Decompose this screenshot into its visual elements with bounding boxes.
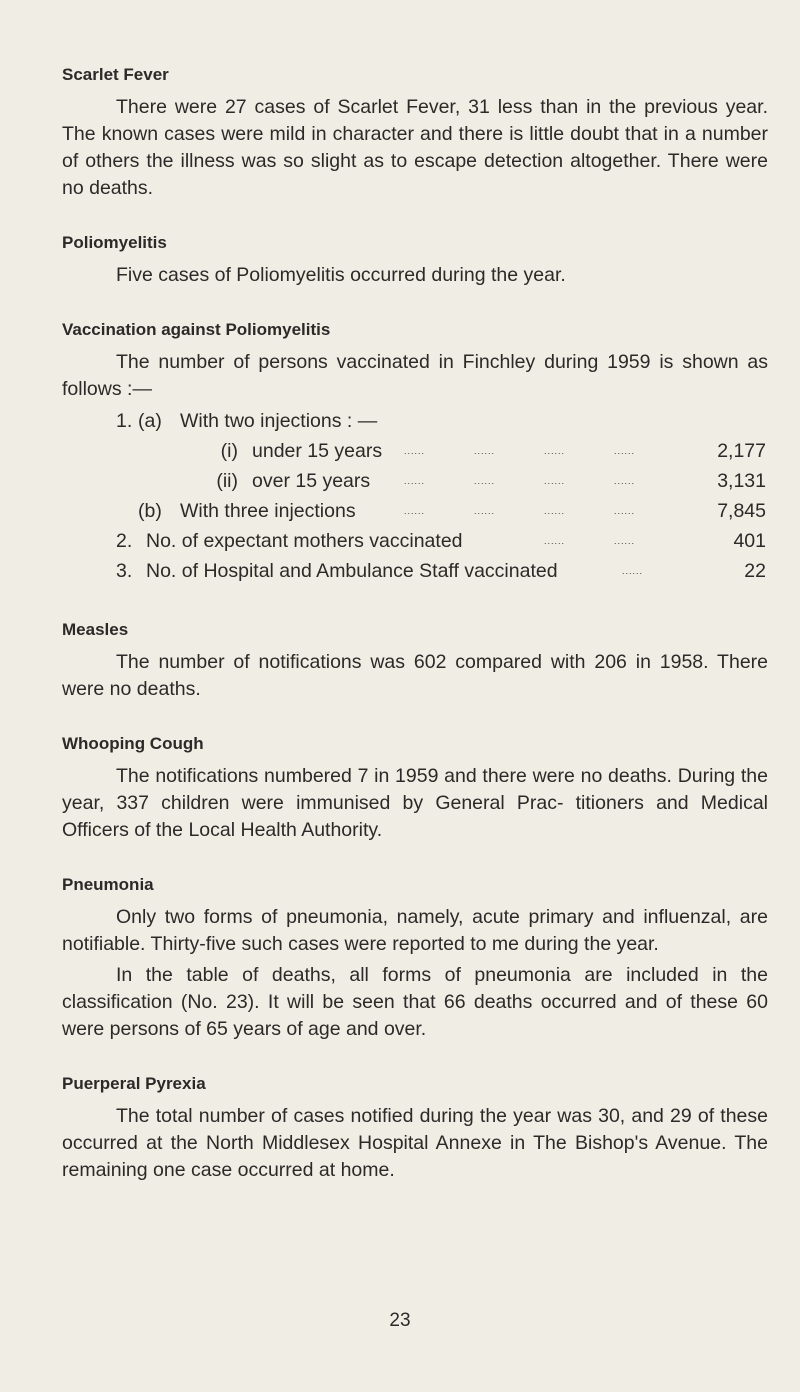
vaccination-row-1b — [62, 499, 768, 529]
heading-pneumonia: Pneumonia — [62, 875, 154, 894]
paragraph-pneumonia-2: In the table of deaths, all forms of pneumonia are included in the classification (No. 23). It will be seen that 66 deaths occurred and of these 60 were persons of 65 years of age and over. — [62, 964, 768, 1040]
paragraph-poliomyelitis: Five cases of Poliomyelitis occurred during the year. — [116, 264, 566, 286]
item-number: 3. — [116, 560, 133, 582]
vaccination-row-3 — [62, 559, 768, 589]
item-text: under 15 years — [252, 440, 383, 462]
vaccination-row-2 — [62, 529, 768, 559]
leader-dots: ...... — [614, 446, 636, 456]
vaccination-list — [62, 409, 768, 589]
paragraph-pneumonia-1: Only two forms of pneumonia, namely, acute primary and influenzal, are notifiable. Thirty-five such cases were reported to me during the year. — [62, 906, 768, 955]
vaccination-row-1a-i — [62, 439, 768, 469]
item-text: With three injections — [180, 500, 356, 522]
item-roman-label: (ii) — [216, 470, 238, 492]
leader-dots: ...... — [474, 506, 496, 516]
leader-dots: ...... — [404, 476, 426, 486]
leader-dots: ...... — [614, 476, 636, 486]
item-value: 22 — [744, 560, 766, 582]
heading-scarlet-fever: Scarlet Fever — [62, 65, 169, 84]
item-number: 2. — [116, 530, 133, 552]
leader-dots: ...... — [474, 476, 496, 486]
document-page — [62, 64, 768, 1214]
paragraph-whooping-cough: The notifications numbered 7 in 1959 and there were no deaths. During the year, 337 children were immunised by General Prac- titioners and Medical Officers of the Local Health Authority. — [62, 765, 768, 841]
item-value: 2,177 — [717, 440, 766, 462]
vaccination-row-1a — [62, 409, 768, 439]
leader-dots: ...... — [544, 446, 566, 456]
paragraph-measles: The number of notifications was 602 compared with 206 in 1958. There were no deaths. — [62, 651, 768, 700]
section-scarlet-fever — [62, 64, 768, 202]
section-puerperal-pyrexia — [62, 1073, 768, 1184]
paragraph-puerperal-pyrexia: The total number of cases notified during the year was 30, and 29 of these occurred at the North Middlesex Hospital Annexe in The Bishop's Avenue. The remaining one case occurred at home. — [62, 1105, 768, 1181]
heading-poliomyelitis: Poliomyelitis — [62, 233, 167, 252]
vaccination-row-1a-ii — [62, 469, 768, 499]
heading-vaccination: Vaccination against Poliomyelitis — [62, 320, 331, 339]
leader-dots: ...... — [544, 506, 566, 516]
heading-whooping-cough: Whooping Cough — [62, 734, 204, 753]
item-text: over 15 years — [252, 470, 371, 492]
item-roman-label: (i) — [220, 440, 238, 462]
heading-measles: Measles — [62, 620, 129, 639]
item-sub-label: (a) — [138, 410, 162, 432]
section-whooping-cough — [62, 733, 768, 844]
section-vaccination — [62, 319, 768, 589]
leader-dots: ...... — [474, 446, 496, 456]
page-number: 23 — [389, 1310, 411, 1331]
leader-dots: ...... — [614, 506, 636, 516]
leader-dots: ...... — [544, 536, 566, 546]
leader-dots: ...... — [404, 446, 426, 456]
paragraph-scarlet-fever: There were 27 cases of Scarlet Fever, 31 less than in the previous year. The known cases were mild in character and there is little doubt that in a number of others the illness was so slight as to escape detection altogether. There were no deaths. — [62, 96, 768, 199]
section-measles — [62, 619, 768, 703]
paragraph-vaccination-intro: The number of persons vaccinated in Finchley during 1959 is shown as follows :— — [62, 351, 768, 400]
item-value: 401 — [733, 530, 766, 552]
leader-dots: ...... — [614, 536, 636, 546]
item-value: 7,845 — [717, 500, 766, 522]
section-poliomyelitis — [62, 232, 768, 289]
item-value: 3,131 — [717, 470, 766, 492]
leader-dots: ...... — [404, 506, 426, 516]
heading-puerperal-pyrexia: Puerperal Pyrexia — [62, 1074, 206, 1093]
item-text: No. of expectant mothers vaccinated — [146, 530, 463, 552]
item-number: 1. — [116, 410, 133, 432]
item-text: No. of Hospital and Ambulance Staff vaccinated — [146, 560, 558, 582]
item-text: With two injections : — — [180, 410, 378, 432]
leader-dots: ...... — [622, 566, 644, 576]
section-pneumonia — [62, 874, 768, 1043]
item-sub-label: (b) — [138, 500, 162, 522]
leader-dots: ...... — [544, 476, 566, 486]
